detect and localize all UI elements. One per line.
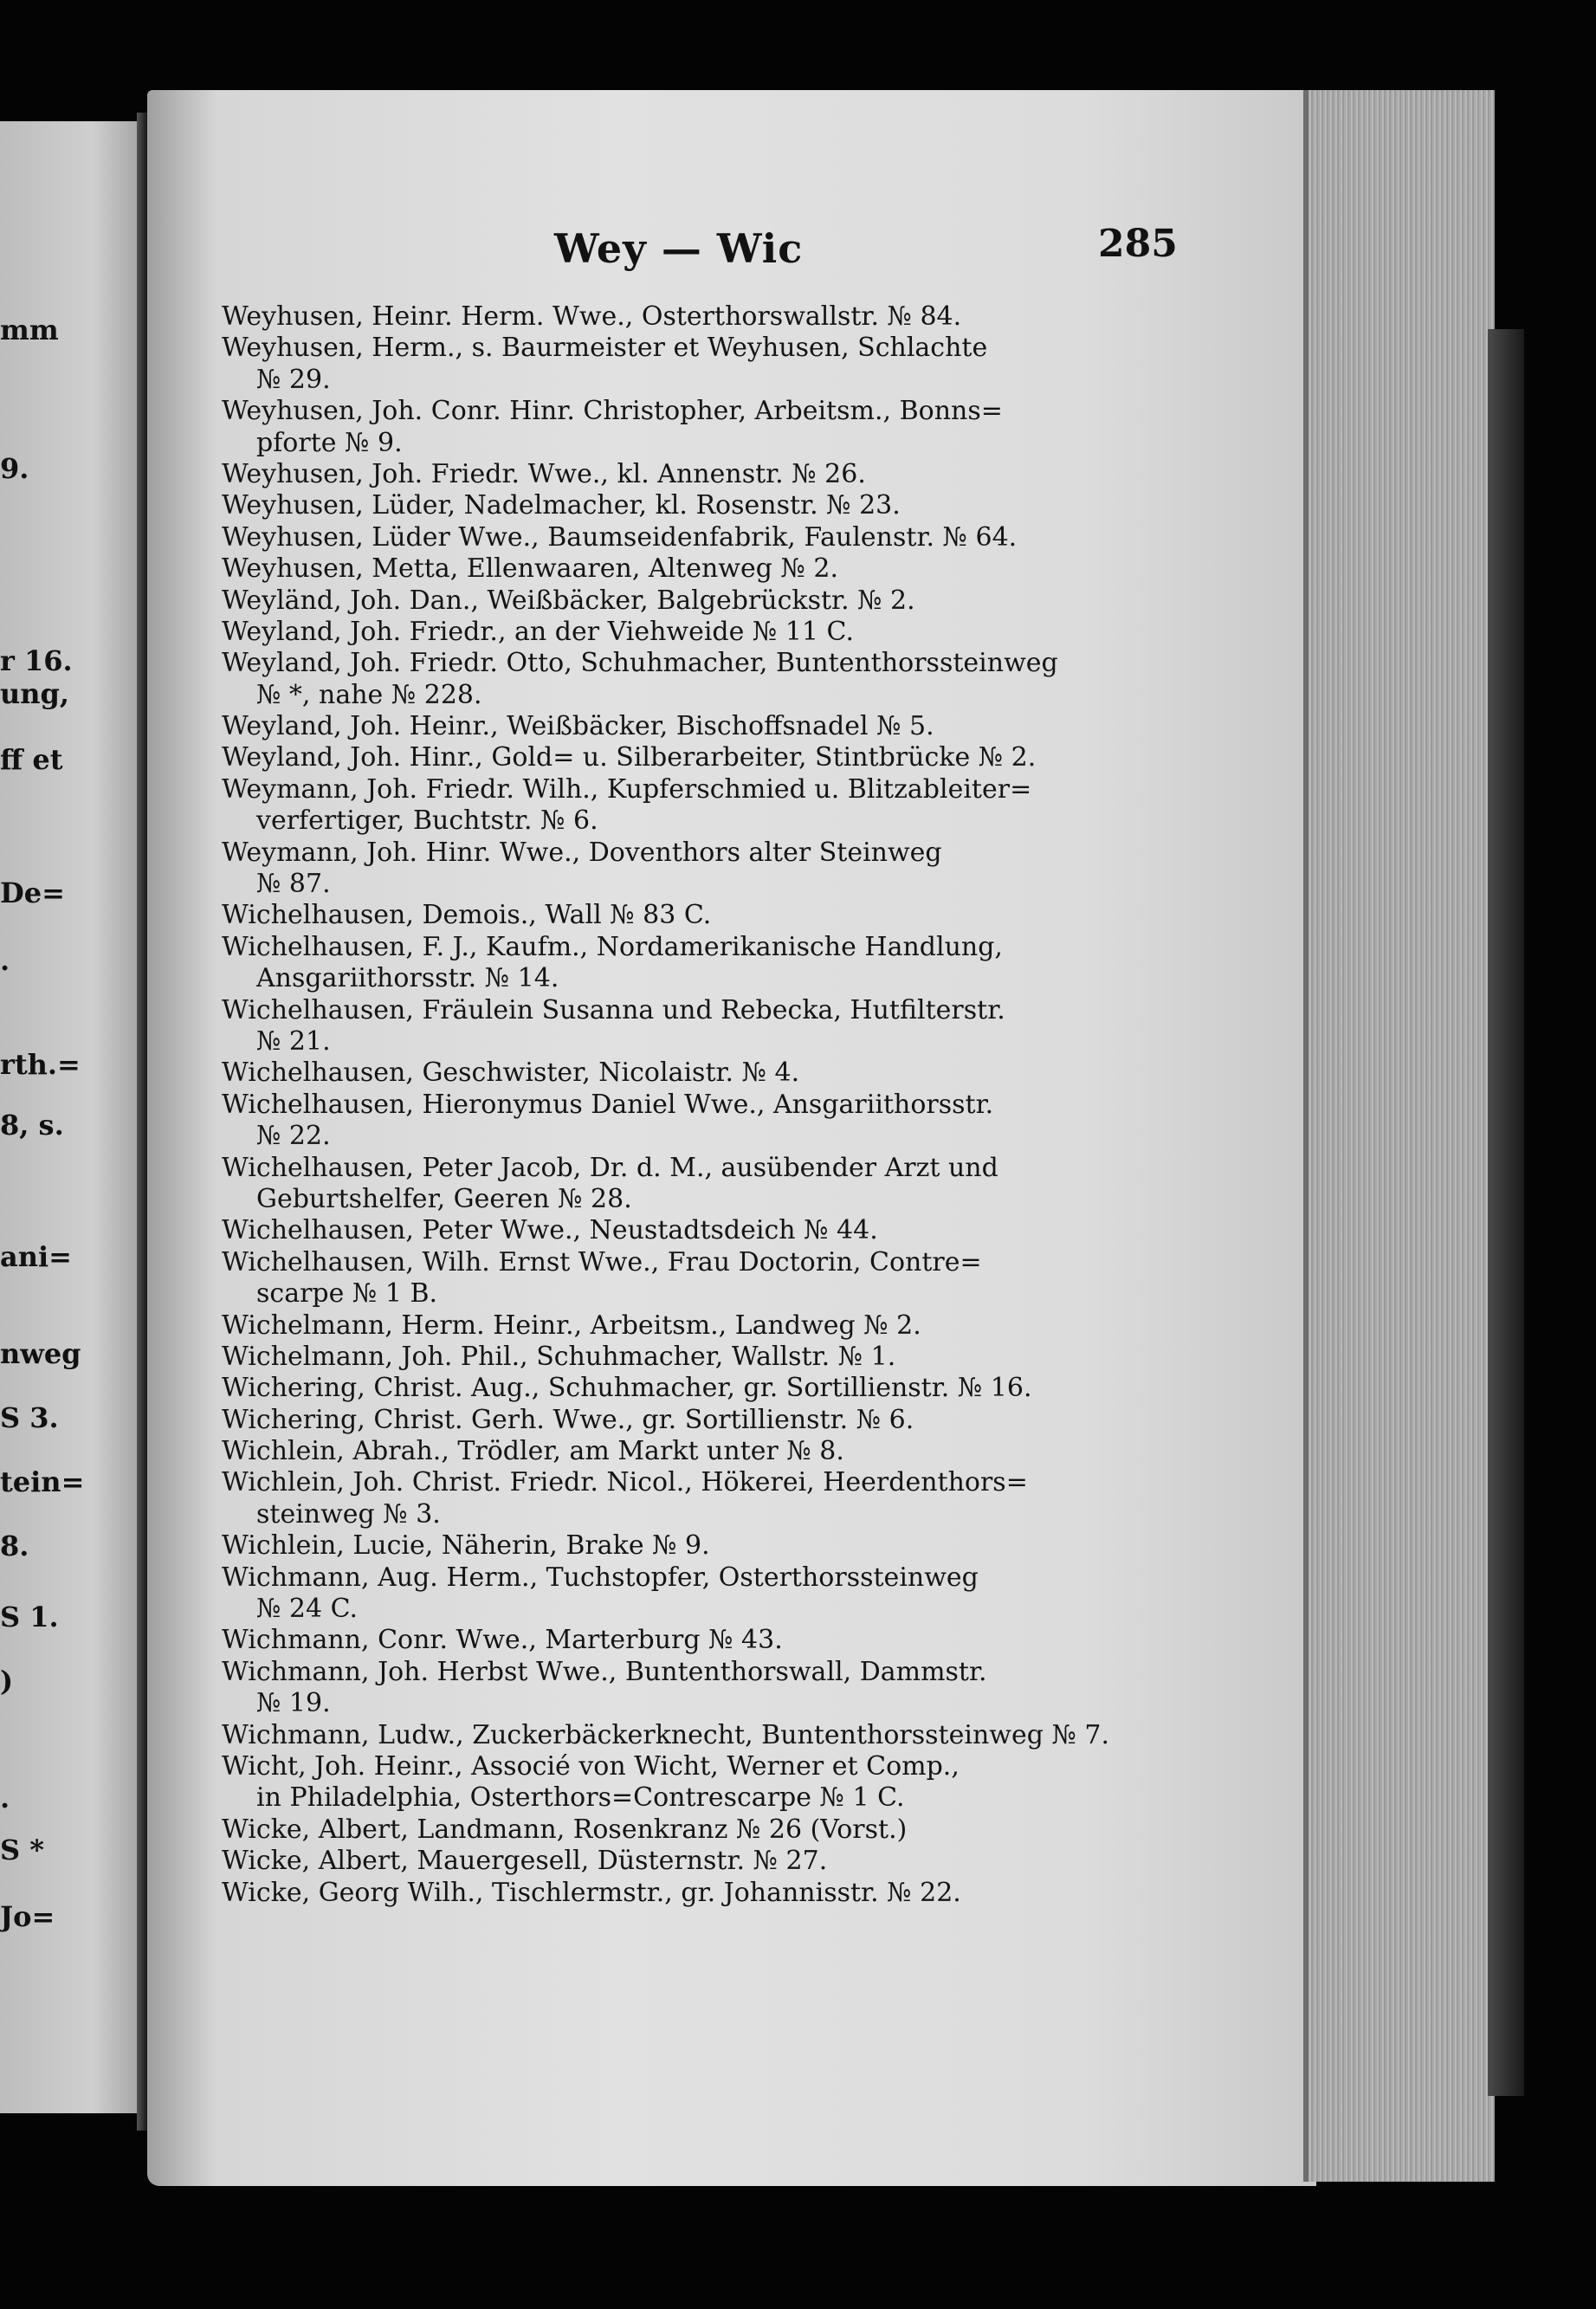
entry-line: Wichmann, Ludw., Zuckerbäckerknecht, Buntenthorssteinweg № 7. [222,1719,1109,1750]
entry-line: Wichering, Christ. Gerh. Wwe., gr. Sortillienstr. № 6. [222,1404,914,1435]
entry-continuation-line: № 19. [256,1688,331,1719]
left-page-fragment: S 3. [0,1401,59,1434]
entry-line: Weyhusen, Metta, Ellenwaaren, Altenweg № 2. [222,553,839,585]
entry-continuation-line: № 22. [256,1121,331,1152]
left-page-fragment: Jo= [0,1900,55,1933]
entry-line: Weyhusen, Lüder, Nadelmacher, kl. Rosenstr. № 23. [222,490,901,521]
entry-line: Wicht, Joh. Heinr., Associé von Wicht, Werner et Comp., [222,1750,960,1782]
directory-entries [222,301,1209,1909]
entry-line: Wichelhausen, Hieronymus Daniel Wwe., Ansgariithorsstr. [222,1089,994,1120]
left-page-fragment: rth.= [0,1048,81,1081]
entry-line: Wichlein, Joh. Christ. Friedr. Nicol., Hökerei, Heerdenthors= [222,1467,1028,1498]
entry-line: Wichelhausen, Wilh. Ernst Wwe., Frau Doctorin, Contre= [222,1246,982,1277]
book-cover-shadow [1488,329,1524,2096]
entry-continuation-line: Ansgariithorsstr. № 14. [256,963,559,994]
entry-line: Wichmann, Conr. Wwe., Marterburg № 43. [222,1625,783,1656]
entry-line: Wichelhausen, Geschwister, Nicolaistr. № 4. [222,1057,800,1089]
left-page-fragment: ung, [0,677,70,710]
entry-line: Weyland, Joh. Friedr. Otto, Schuhmacher, Buntenthorssteinweg [222,648,1058,679]
entry-line: Wichelmann, Joh. Phil., Schuhmacher, Wallstr. № 1. [222,1341,896,1372]
entry-line: Weyhusen, Joh. Conr. Hinr. Christopher, Arbeitsm., Bonns= [222,396,1003,427]
left-page-fragment: r 16. [0,644,73,677]
entry-line: Wichmann, Joh. Herbst Wwe., Buntenthorswall, Dammstr. [222,1656,987,1687]
running-head: Wey — Wic [554,225,804,272]
entry-continuation-line: № 87. [256,869,331,900]
entry-continuation-line: № 29. [256,364,331,395]
entry-line: Wicke, Georg Wilh., Tischlermstr., gr. Johannisstr. № 22. [222,1877,961,1908]
entry-line: Weyhusen, Joh. Friedr. Wwe., kl. Annenstr. № 26. [222,458,866,489]
entry-line: Weyland, Joh. Hinr., Gold= u. Silberarbeiter, Stintbrücke № 2. [222,742,1037,773]
entry-line: Weymann, Joh. Friedr. Wilh., Kupferschmied u. Blitzableiter= [222,773,1032,805]
entry-continuation-line: № 24 C. [256,1594,359,1625]
left-page-fragment: ff et [0,743,63,776]
entry-line: Wicke, Albert, Mauergesell, Düsternstr. № 27. [222,1846,828,1877]
entry-continuation-line: pforte № 9. [256,427,403,458]
entry-continuation-line: Geburtshelfer, Geeren № 28. [256,1183,632,1214]
left-page-fragment: 9. [0,452,29,485]
entry-line: Weyländ, Joh. Dan., Weißbäcker, Balgebrückstr. № 2. [222,585,915,616]
entry-line: Wichelhausen, F. J., Kaufm., Nordamerikanische Handlung, [222,931,1003,962]
entry-continuation-line: steinweg № 3. [256,1498,441,1530]
entry-continuation-line: in Philadelphia, Osterthors=Contrescarpe № 1 C. [256,1782,905,1814]
left-page-fragment: ) [0,1665,14,1698]
entry-line: Weyhusen, Lüder Wwe., Baumseidenfabrik, Faulenstr. № 64. [222,521,1018,553]
entry-line: Wichering, Christ. Aug., Schuhmacher, gr. Sortillienstr. № 16. [222,1373,1032,1404]
entry-line: Weyland, Joh. Friedr., an der Viehweide № 11 C. [222,616,854,647]
entry-line: Wichlein, Lucie, Näherin, Brake № 9. [222,1530,710,1562]
entry-line: Wichmann, Aug. Herm., Tuchstopfer, Osterthorssteinweg [222,1562,979,1593]
entry-line: Wichelhausen, Peter Wwe., Neustadtsdeich № 44. [222,1215,878,1246]
entry-continuation-line: verfertiger, Buchtstr. № 6. [256,805,598,837]
entry-line: Weyhusen, Herm., s. Baurmeister et Weyhusen, Schlachte [222,333,988,364]
left-page-fragment: . [0,944,10,977]
entry-line: Wichlein, Abrah., Trödler, am Markt unter № 8. [222,1436,844,1467]
left-page-fragment: S 1. [0,1601,59,1633]
left-page-fragment: nweg [0,1337,81,1370]
entry-line: Weymann, Joh. Hinr. Wwe., Doventhors alter Steinweg [222,837,942,868]
left-page-fragment: mm [0,314,59,346]
entry-line: Weyland, Joh. Heinr., Weißbäcker, Bischoffsnadel № 5. [222,711,934,742]
entry-continuation-line: № 21. [256,1025,331,1057]
entry-continuation-line: scarpe № 1 B. [256,1278,438,1310]
left-page-fragment: De= [0,876,65,909]
entry-line: Weyhusen, Heinr. Herm. Wwe., Osterthorswallstr. № 84. [222,301,962,332]
entry-line: Wichelhausen, Demois., Wall № 83 C. [222,900,712,931]
left-page-fragment: ani= [0,1240,72,1273]
entry-line: Wichelmann, Herm. Heinr., Arbeitsm., Landweg № 2. [222,1310,921,1341]
entry-continuation-line: № *, nahe № 228. [256,679,482,710]
entry-line: Wichelhausen, Fräulein Susanna und Rebecka, Hutfilterstr. [222,994,1005,1025]
entry-line: Wicke, Albert, Landmann, Rosenkranz № 26 (Vorst.) [222,1814,908,1845]
left-page-fragment: 8. [0,1530,29,1562]
left-page-fragment: . [0,1782,10,1814]
page-number: 285 [1098,222,1178,266]
entry-line: Wichelhausen, Peter Jacob, Dr. d. M., ausübender Arzt und [222,1152,998,1183]
left-page-fragment: 8, s. [0,1109,64,1142]
left-page-text [0,0,154,2309]
page-edges [1303,90,1495,2182]
left-page-fragment: S * [0,1834,44,1866]
left-page-fragment: tein= [0,1465,85,1498]
